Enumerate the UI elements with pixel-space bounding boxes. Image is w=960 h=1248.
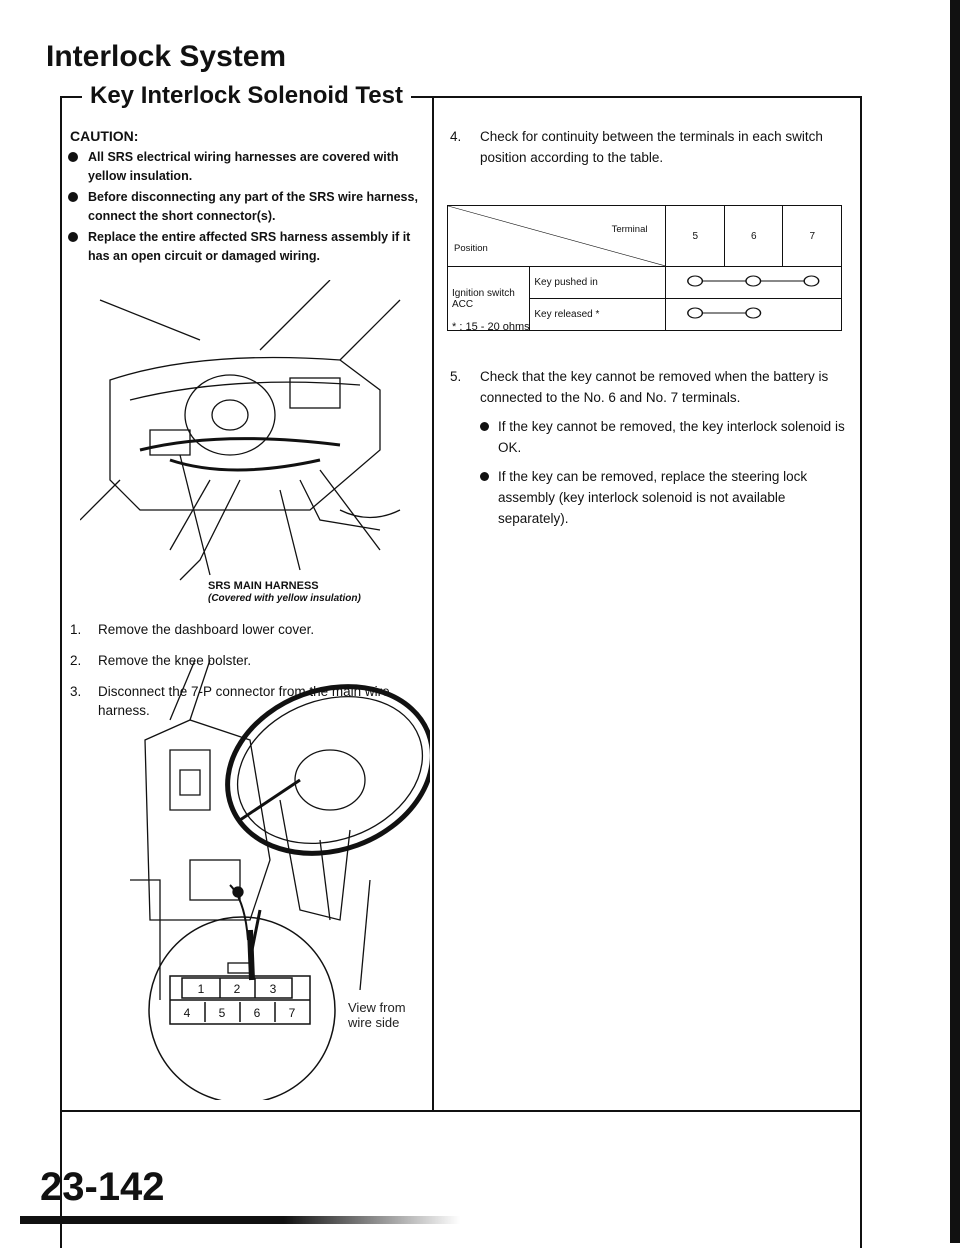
result-item: If the key can be removed, replace the steering lock assembly (key interlock solenoid is not available separately).	[480, 466, 845, 529]
caution-item: Before disconnecting any part of the SRS wire harness, connect the short connector(s).	[68, 188, 420, 226]
step-item: 2. Remove the knee bolster.	[70, 653, 252, 668]
condition-cell: Key pushed in	[530, 267, 666, 299]
continuity-line-icon	[666, 267, 841, 295]
connector-view-label: View from wire side	[348, 1000, 406, 1030]
harness-sublabel: (Covered with yellow insulation)	[208, 593, 361, 604]
caution-list	[68, 148, 420, 268]
result-list	[480, 416, 845, 529]
step-item: 3. Disconnect the 7-P connector from the main wire harness.	[70, 684, 390, 718]
dashboard-harness-illustration	[80, 280, 420, 600]
page-number: 23-142	[40, 1165, 165, 1209]
section-title: Key Interlock Solenoid Test	[82, 82, 411, 110]
step-item: 5. Check that the key cannot be removed when the battery is connected to the No. 6 and No. 7 terminals. If the key cannot be removed, the key interlock solenoid is OK. If the key can be removed, replace the steering lock assembly (key interlock solenoid is not available separately).	[450, 366, 845, 537]
caution-item: All SRS electrical wiring harnesses are covered with yellow insulation.	[68, 148, 420, 186]
pin-4: 4	[183, 1006, 191, 1020]
page-title: Interlock System	[46, 40, 287, 73]
table-header-diagonal	[448, 206, 666, 267]
table-footnote: * : 15 - 20 ohms	[452, 321, 530, 333]
pin-5: 5	[218, 1006, 226, 1020]
pin-6: 6	[253, 1006, 261, 1020]
position-label: Position	[454, 243, 488, 254]
step-item: 1. Remove the dashboard lower cover.	[70, 622, 315, 637]
pin-1: 1	[197, 982, 205, 996]
result-item: If the key cannot be removed, the key interlock solenoid is OK.	[480, 416, 845, 458]
bullet-icon	[480, 422, 489, 431]
page-edge-bar	[950, 0, 960, 1243]
bullet-icon	[68, 192, 78, 202]
column-header: 7	[783, 206, 842, 267]
table-row	[448, 267, 842, 299]
frame-bottom-rule	[60, 1110, 860, 1112]
steering-connector-illustration	[130, 660, 430, 1100]
terminal-label: Terminal	[611, 224, 648, 235]
caution-item: Replace the entire affected SRS harness assembly if it has an open circuit or damaged wiring.	[68, 228, 420, 266]
pin-2: 2	[233, 982, 241, 996]
bullet-icon	[480, 472, 489, 481]
continuity-link	[666, 267, 842, 299]
continuity-table	[447, 205, 842, 331]
column-header: 5	[666, 206, 725, 267]
condition-cell: Key released *	[530, 299, 666, 331]
step-item: 4. Check for continuity between the terminals in each switch position according to the table.	[450, 129, 823, 165]
pin-3: 3	[269, 982, 277, 996]
harness-label: SRS MAIN HARNESS	[208, 580, 319, 592]
bottom-bar	[20, 1216, 460, 1224]
diagonal-line	[448, 206, 665, 266]
bullet-icon	[68, 152, 78, 162]
row-group-label: Ignition switch ACC	[448, 267, 530, 331]
continuity-line-icon	[666, 299, 841, 327]
continuity-link	[666, 299, 842, 331]
right-steps	[450, 126, 845, 168]
bullet-icon	[68, 232, 78, 242]
column-divider	[432, 96, 434, 1110]
caution-title: CAUTION:	[70, 128, 139, 144]
pin-7: 7	[288, 1006, 296, 1020]
column-header: 6	[724, 206, 783, 267]
